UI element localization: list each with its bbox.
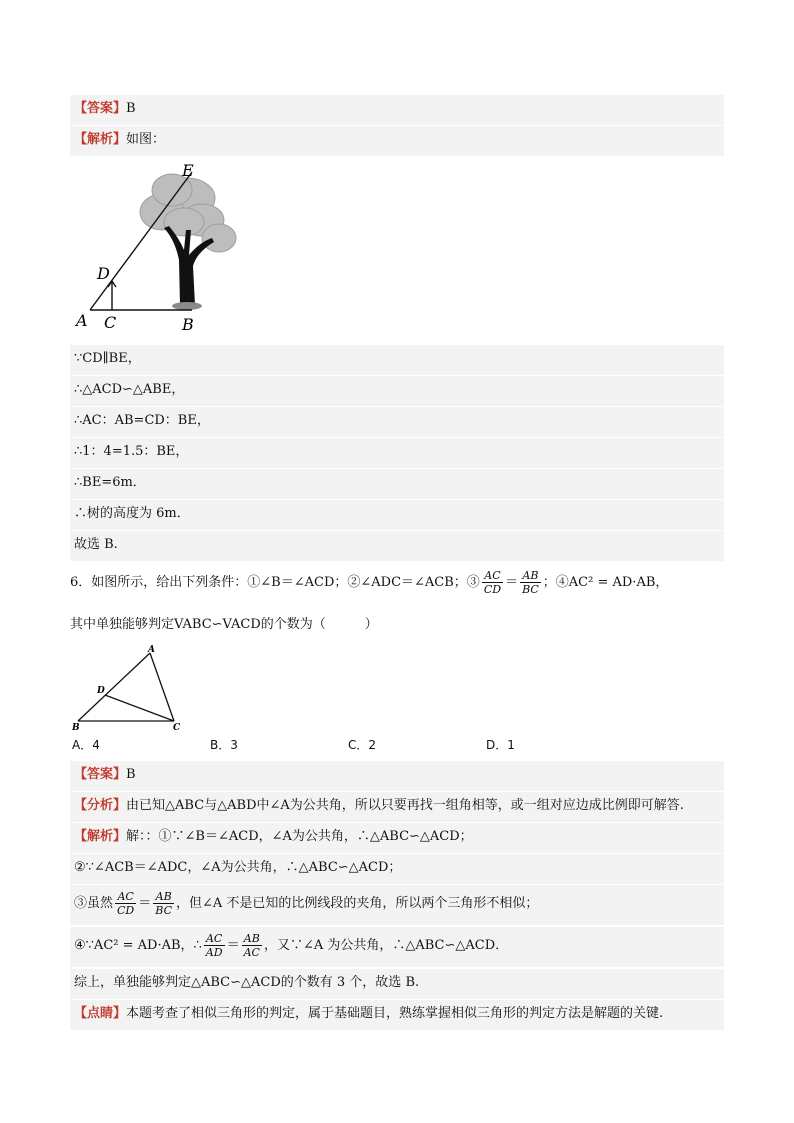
label-B: B [182, 315, 194, 334]
q6-frac-3b: $\frac{AB}{BC}$ [155, 890, 172, 917]
q5-step-1: ∵CD∥BE， [70, 345, 724, 375]
triangle-figure [72, 643, 188, 733]
q6-eq: ＝ [505, 575, 519, 590]
triangle-lines [78, 653, 174, 721]
answer-tag: 【答案】 [74, 767, 127, 782]
answer-tag: 【答案】 [74, 101, 127, 116]
q6-jiexi-row1 [70, 823, 724, 853]
tri-label-D: D [97, 686, 105, 696]
q6-stem-a: 6．如图所示，给出下列条件：①∠B＝∠ACD；②∠ADC＝∠ACB；③ [70, 575, 480, 590]
option-c: C．2 [348, 738, 377, 752]
option-b: B．3 [210, 738, 238, 752]
q6-frac-3a: $\frac{AC}{CD}$ [117, 890, 135, 917]
q6-stem-line2: 其中单独能够判定VABC∽VACD的个数为（ ） [70, 617, 378, 632]
tree-figure [72, 160, 242, 342]
q6-jiexi-3-post: ，但∠A 不是已知的比例线段的夹角，所以两个三角形不相似； [176, 896, 539, 911]
tri-label-A: A [148, 645, 155, 655]
q6-jiexi-row2: ②∵∠ACB＝∠ADC，∠A为公共角，∴△ABC∽△ACD； [70, 854, 724, 884]
q6-frac-4b: $\frac{AB}{AC}$ [243, 932, 260, 959]
label-D: D [97, 264, 110, 283]
q5-answer: B [126, 101, 136, 116]
q6-jiexi-4-pre: ④∵AC² = AD·AB，∴ [74, 938, 202, 953]
analysis-tag: 【解析】 [74, 132, 127, 147]
tri-label-B: B [72, 723, 80, 733]
q6-dianjing-row [70, 1000, 724, 1030]
q6-eq-4: ＝ [226, 938, 240, 953]
q5-analysis-row [70, 126, 724, 156]
q6-jiexi-row3 [70, 885, 724, 925]
q5-step-7: 故选 B. [70, 531, 724, 561]
q6-frac-ac-cd: $\frac{AC}{CD}$ [483, 569, 502, 596]
q5-analysis-intro: 如图： [126, 132, 166, 147]
q6-jiexi-3-pre: ③虽然 [74, 896, 114, 911]
q5-answer-row [70, 95, 724, 125]
q6-jiexi-1: 解：：①∵∠B＝∠ACD，∠A为公共角，∴△ABC∽△ACD； [126, 829, 473, 844]
q6-jiexi-row4 [70, 927, 724, 967]
label-A: A [76, 311, 88, 330]
q6-summary: 综上，单独能够判定△ABC∽△ACD的个数有 3 个，故选 B. [70, 969, 724, 999]
q6-stem-line1 [70, 566, 730, 600]
option-d: D．1 [486, 738, 515, 752]
dianjing-tag: 【点睛】 [74, 1006, 127, 1021]
analysis-tag: 【解析】 [74, 829, 127, 844]
q6-fenxi: 由已知△ABC与△ABD中∠A为公共角，所以只要再找一组角相等，或一组对应边成比例即可解答. [126, 798, 684, 813]
q6-dianjing: 本题考查了相似三角形的判定，属于基础题目，熟练掌握相似三角形的判定方法是解题的关键. [126, 1006, 664, 1021]
q6-answer: B [126, 767, 136, 782]
q6-fenxi-row [70, 792, 724, 822]
q6-frac-4a: $\frac{AC}{AD}$ [205, 932, 223, 959]
tri-label-C: C [173, 723, 181, 733]
q5-step-6: ∴树的高度为 6m． [70, 500, 724, 530]
q6-eq-3: ＝ [138, 896, 152, 911]
label-E: E [182, 161, 194, 180]
option-a: A．4 [72, 738, 100, 752]
fenxi-tag: 【分析】 [74, 798, 127, 813]
q5-step-3: ∴AC：AB=CD：BE， [70, 407, 724, 437]
q5-step-2: ∴△ACD∽△ABE， [70, 376, 724, 406]
label-C: C [104, 313, 117, 332]
q5-step-5: ∴BE=6m． [70, 469, 724, 499]
q6-stem-b: ；④AC² = AD·AB， [542, 575, 669, 590]
q5-step-4: ∴1：4=1.5：BE， [70, 438, 724, 468]
q6-jiexi-4-post: ，又∵∠A 为公共角，∴△ABC∽△ACD． [263, 938, 509, 953]
q6-frac-ab-bc: $\frac{AB}{BC}$ [522, 569, 539, 596]
q6-answer-row [70, 761, 724, 791]
